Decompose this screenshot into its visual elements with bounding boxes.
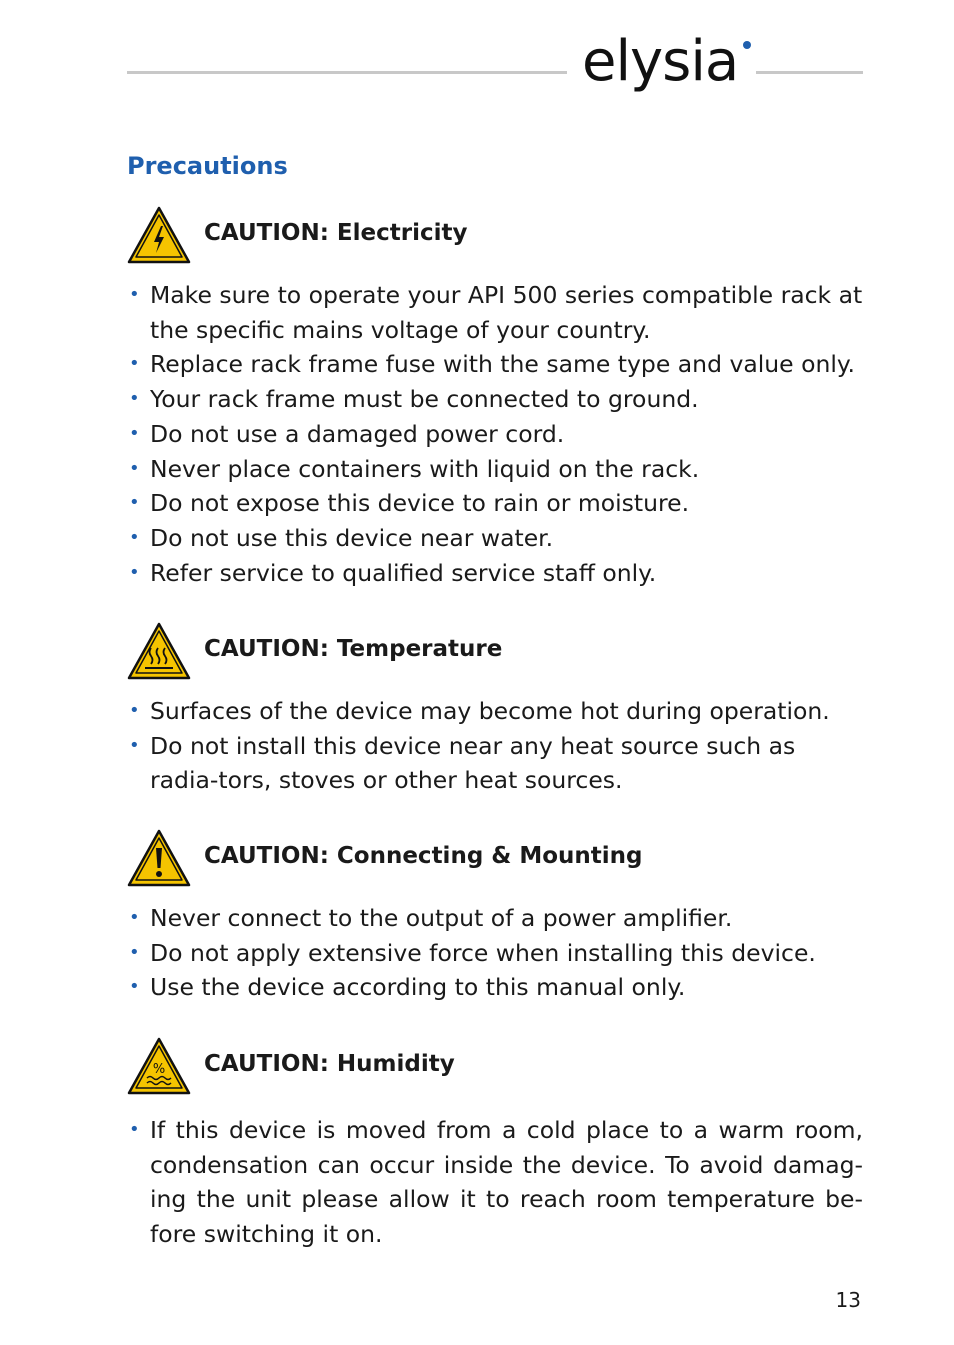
list-item: • Surfaces of the device may become hot during operation. — [129, 697, 830, 725]
list-item: • Make sure to operate your API 500 series compatible rack at the specific mains voltage of your country. — [129, 281, 863, 344]
caution-title: CAUTION: Humidity — [204, 1051, 455, 1077]
list-item: • Replace rack frame fuse with the same type and value only. — [129, 350, 855, 379]
caution-title: CAUTION: Connecting & Mounting — [204, 843, 643, 869]
header-rule-right — [756, 71, 863, 74]
list-item: • Do not expose this device to rain or moisture. — [129, 489, 690, 518]
list-item: • Never place containers with liquid on the rack. — [129, 454, 700, 483]
header-rule-left — [127, 71, 567, 74]
high-voltage-warning-icon — [127, 206, 191, 264]
list-item: • Use the device according to this manual only. — [129, 973, 686, 1002]
list-item: • Refer service to qualified service staff only. — [129, 558, 657, 587]
caution-title: CAUTION: Electricity — [204, 220, 468, 246]
caution-list — [127, 278, 863, 590]
caution-head — [127, 622, 863, 680]
list-item: • Do not install this device near any heat source such as radia-tors, stoves or other heat sources. — [129, 731, 796, 795]
section-title: Precautions — [127, 152, 288, 180]
general-warning-icon — [127, 829, 191, 887]
caution-electricity — [127, 206, 863, 590]
hot-surface-warning-icon — [127, 622, 191, 680]
caution-title: CAUTION: Temperature — [204, 636, 503, 662]
list-item: • If this device is moved from a cold place to a warm room, condensation can occur inside the device. To avoid damag-ing the unit please allow it to reach room temperature be-fore switching it on. — [129, 1116, 863, 1249]
caution-head — [127, 206, 863, 264]
logo-dot — [743, 41, 751, 49]
caution-head — [127, 829, 863, 887]
page-number: 13 — [835, 1288, 861, 1312]
caution-connecting-mounting — [127, 829, 863, 1005]
list-item: • Do not use this device near water. — [129, 523, 554, 552]
svg-text:%: % — [152, 1062, 166, 1077]
caution-humidity — [127, 1037, 863, 1252]
brand-logo: elysia — [582, 29, 739, 94]
caution-list — [127, 694, 863, 798]
caution-head — [127, 1037, 863, 1095]
list-item: • Do not use a damaged power cord. — [129, 419, 565, 448]
caution-temperature — [127, 622, 863, 798]
caution-list — [127, 1113, 863, 1252]
humidity-warning-icon — [127, 1037, 191, 1095]
list-item: • Never connect to the output of a power amplifier. — [129, 904, 733, 932]
list-item: • Do not apply extensive force when installing this device. — [129, 938, 816, 967]
caution-list — [127, 901, 863, 1005]
list-item: • Your rack frame must be connected to ground. — [129, 385, 699, 414]
